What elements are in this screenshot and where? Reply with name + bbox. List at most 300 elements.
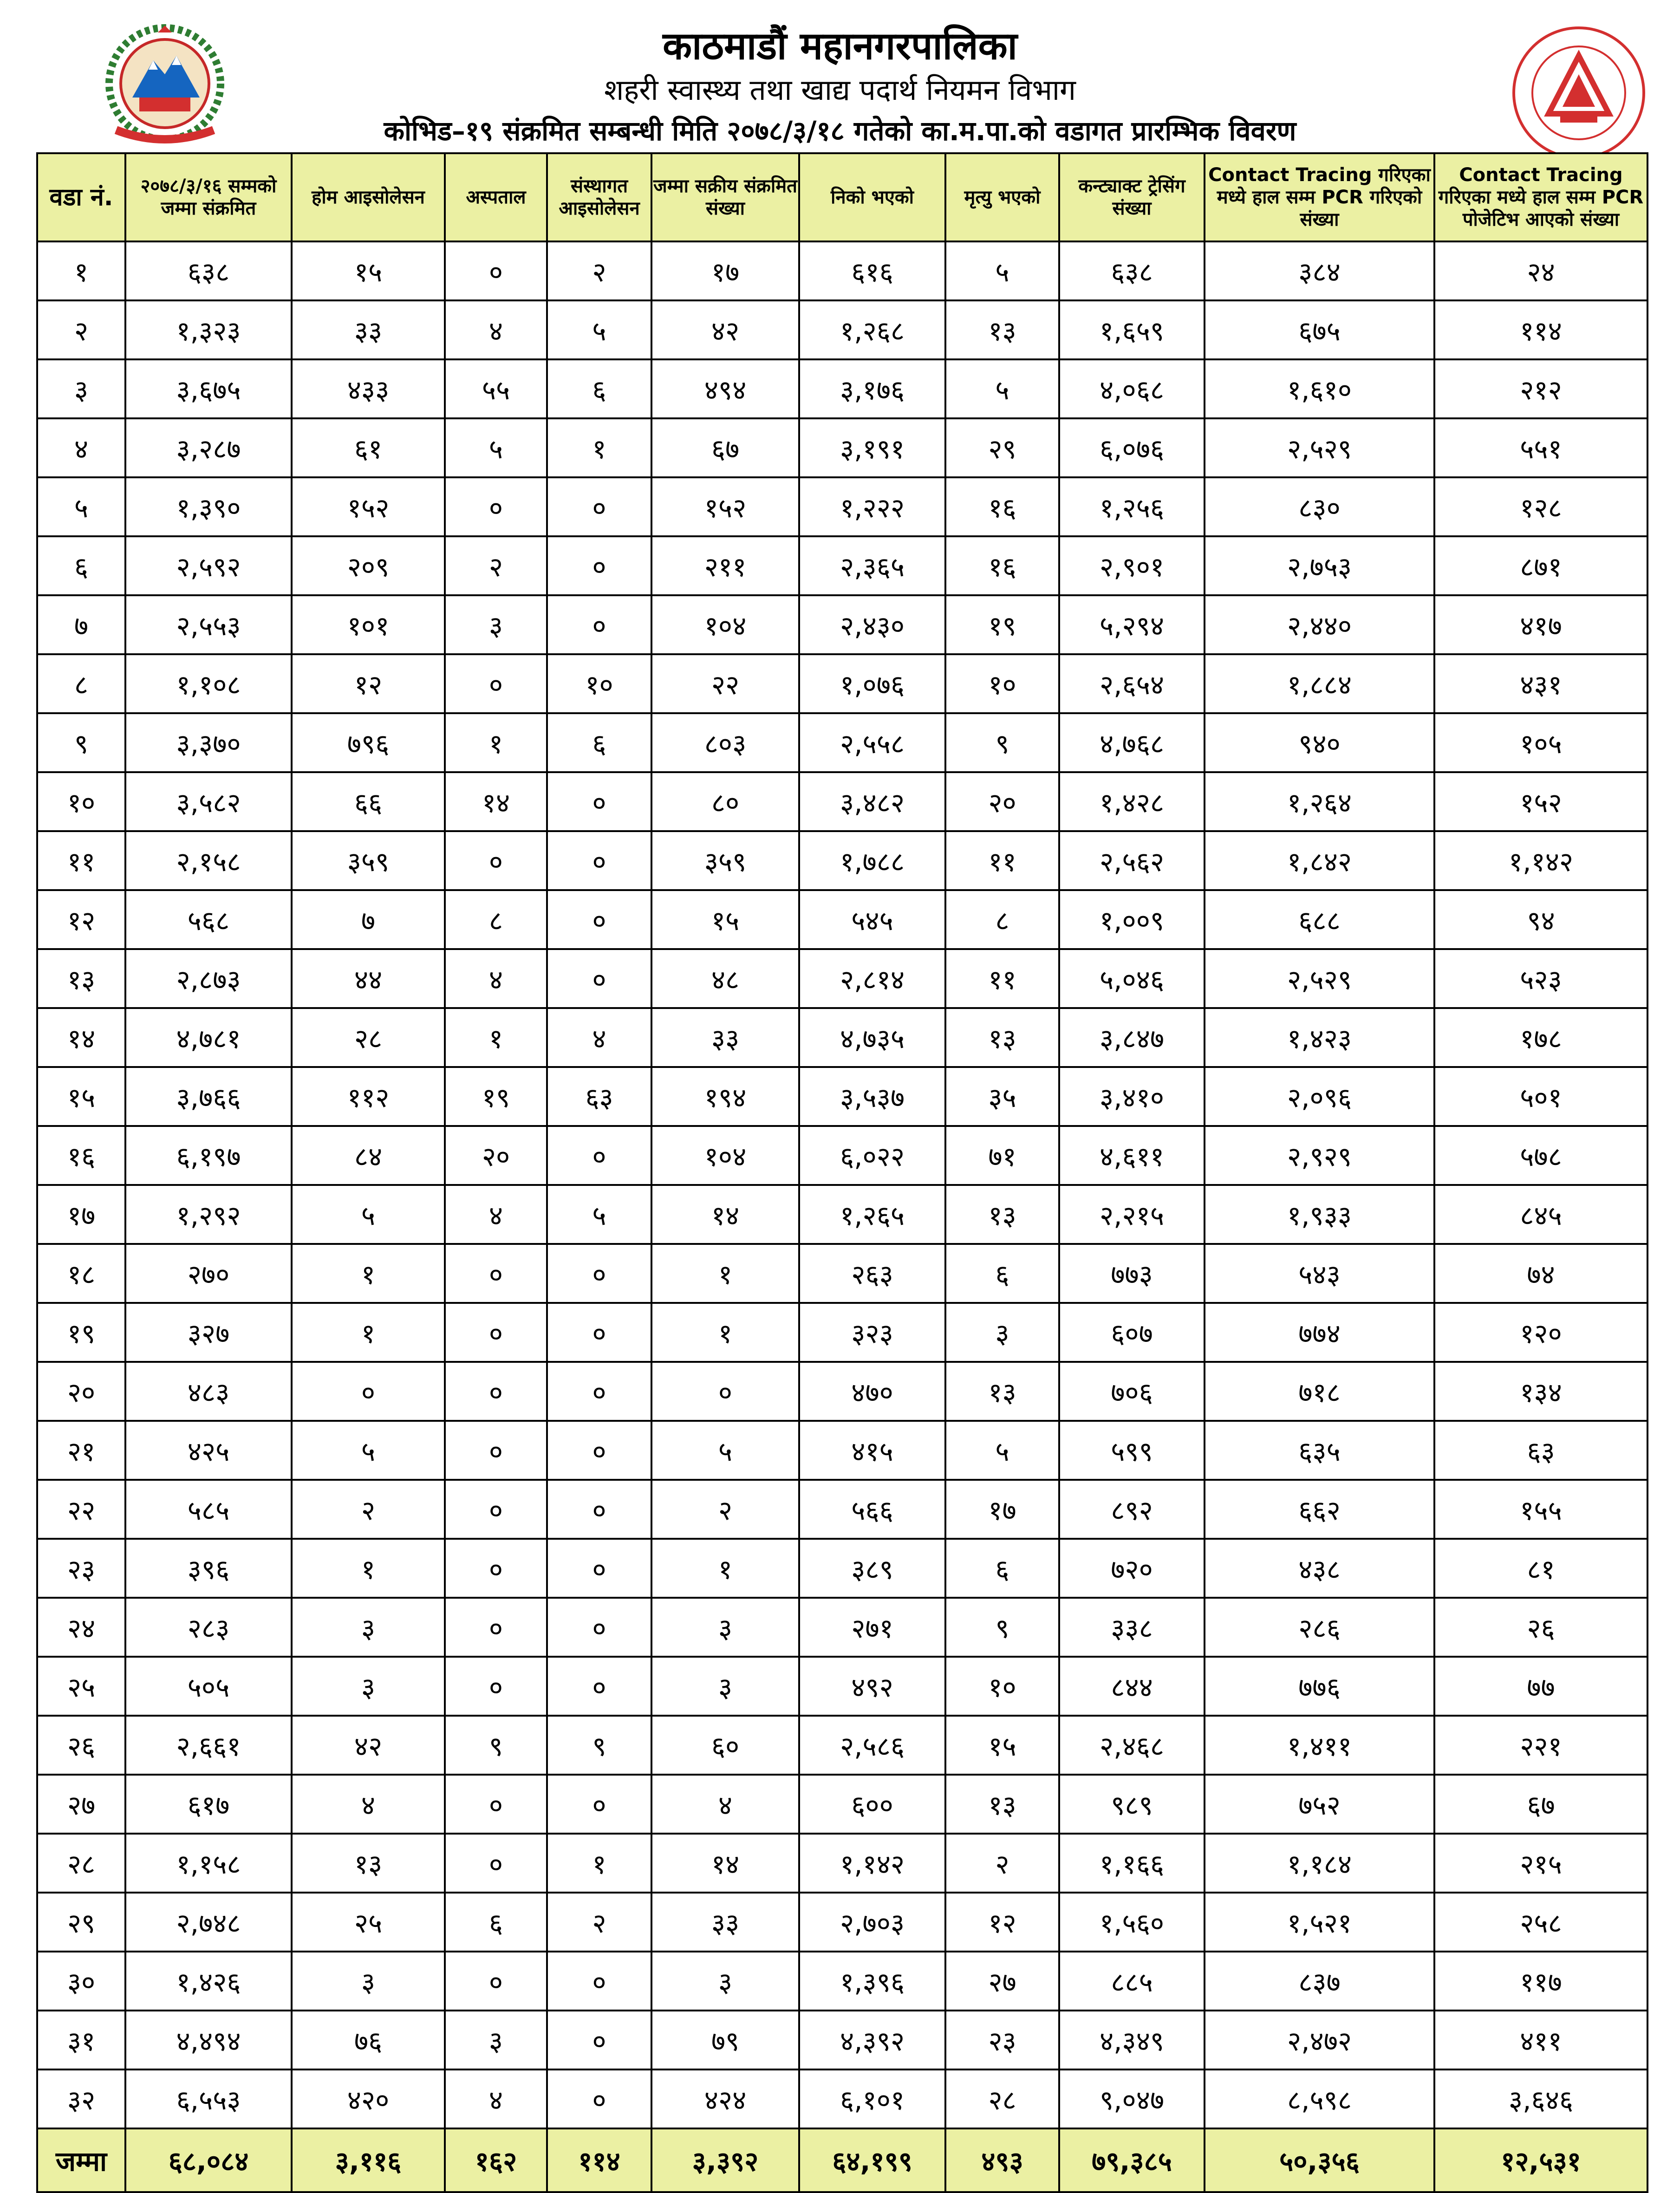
table-cell: १,२६५	[799, 1185, 945, 1244]
table-cell: १७	[37, 1185, 125, 1244]
table-cell: १९४	[651, 1067, 799, 1126]
table-cell: ११२	[292, 1067, 445, 1126]
table-cell: २,४३०	[799, 595, 945, 654]
table-cell: ५९९	[1059, 1421, 1205, 1480]
table-cell: २,४४०	[1205, 595, 1434, 654]
table-row	[37, 418, 1647, 477]
table-cell: ६१६	[799, 241, 945, 300]
table-cell: ५२३	[1434, 949, 1647, 1008]
table-cell: ५	[292, 1421, 445, 1480]
table-cell: ७७६	[1205, 1657, 1434, 1716]
table-cell: ३५९	[292, 831, 445, 890]
table-cell: १,३९०	[125, 477, 292, 536]
table-cell: ७४	[1434, 1244, 1647, 1303]
table-cell: २३	[945, 2011, 1059, 2069]
table-cell: २२	[651, 654, 799, 713]
table-cell: ४११	[1434, 2011, 1647, 2069]
table-cell: ०	[651, 1362, 799, 1421]
total-cell: ४९३	[945, 2128, 1059, 2192]
table-cell: ७९६	[292, 713, 445, 772]
table-cell: १८	[37, 1244, 125, 1303]
table-cell: १,५२१	[1205, 1893, 1434, 1952]
col-home-isolation: होम आइसोलेसन	[292, 153, 445, 241]
table-cell: १२	[292, 654, 445, 713]
table-cell: १५	[292, 241, 445, 300]
table-cell: २,४६८	[1059, 1716, 1205, 1775]
table-cell: १५२	[651, 477, 799, 536]
table-cell: २,९२९	[1205, 1126, 1434, 1185]
table-row	[37, 477, 1647, 536]
table-cell: १,१०८	[125, 654, 292, 713]
table-cell: २,८१४	[799, 949, 945, 1008]
table-cell: ७५२	[1205, 1775, 1434, 1834]
table-cell: १,४२८	[1059, 772, 1205, 831]
table-cell: १९	[37, 1303, 125, 1362]
table-cell: १,२५६	[1059, 477, 1205, 536]
table-cell: ०	[445, 1657, 547, 1716]
table-cell: ११४	[1434, 300, 1647, 359]
table-row	[37, 1008, 1647, 1067]
table-cell: ४८	[651, 949, 799, 1008]
table-row	[37, 1480, 1647, 1539]
table-cell: २,७०३	[799, 1893, 945, 1952]
col-pcr-done: Contact Tracing गरिएका मध्ये हाल सम्म PCR गरिएको संख्या	[1205, 153, 1434, 241]
table-cell: ८४५	[1434, 1185, 1647, 1244]
table-row	[37, 713, 1647, 772]
table-cell: ६,०२२	[799, 1126, 945, 1185]
table-cell: १२०	[1434, 1303, 1647, 1362]
table-cell: ५६६	[799, 1480, 945, 1539]
table-cell: ०	[445, 1244, 547, 1303]
table-cell: १४	[37, 1008, 125, 1067]
table-cell: १७	[651, 241, 799, 300]
table-cell: ३	[945, 1303, 1059, 1362]
table-cell: १	[445, 713, 547, 772]
table-cell: २,५८६	[799, 1716, 945, 1775]
table-cell: ०	[445, 1834, 547, 1893]
table-cell: ४२४	[651, 2069, 799, 2128]
table-cell: १	[547, 1834, 651, 1893]
table-row	[37, 949, 1647, 1008]
table-cell: ३३८	[1059, 1598, 1205, 1657]
table-cell: ३	[445, 595, 547, 654]
table-cell: ०	[547, 772, 651, 831]
table-cell: ४,३९२	[799, 2011, 945, 2069]
table-row	[37, 1657, 1647, 1716]
table-cell: ७६	[292, 2011, 445, 2069]
table-cell: ४,०६८	[1059, 359, 1205, 418]
table-cell: १,०७६	[799, 654, 945, 713]
table-cell: १,१६६	[1059, 1834, 1205, 1893]
table-cell: २०	[37, 1362, 125, 1421]
table-cell: १३	[945, 1362, 1059, 1421]
table-cell: २७०	[125, 1244, 292, 1303]
table-header-row	[37, 153, 1647, 241]
table-cell: १,४११	[1205, 1716, 1434, 1775]
table-cell: ३,१९१	[799, 418, 945, 477]
table-cell: ८७१	[1434, 536, 1647, 595]
table-row	[37, 772, 1647, 831]
table-cell: ८०	[651, 772, 799, 831]
table-cell: २	[945, 1834, 1059, 1893]
table-cell: ७२०	[1059, 1539, 1205, 1598]
table-cell: २४	[1434, 241, 1647, 300]
table-row	[37, 359, 1647, 418]
table-cell: ८८५	[1059, 1952, 1205, 2011]
table-cell: १०	[37, 772, 125, 831]
table-cell: २६	[1434, 1598, 1647, 1657]
table-cell: ०	[445, 1952, 547, 2011]
table-cell: ४९२	[799, 1657, 945, 1716]
table-cell: २	[292, 1480, 445, 1539]
table-cell: ६७	[1434, 1775, 1647, 1834]
table-row	[37, 890, 1647, 949]
table-cell: ५	[445, 418, 547, 477]
table-cell: ६३	[547, 1067, 651, 1126]
table-cell: ५४५	[799, 890, 945, 949]
table-cell: ३,६७५	[125, 359, 292, 418]
total-cell: ६४,१९९	[799, 2128, 945, 2192]
table-cell: १,९३३	[1205, 1185, 1434, 1244]
table-cell: २२१	[1434, 1716, 1647, 1775]
table-cell: ४२०	[292, 2069, 445, 2128]
table-cell: ६६	[292, 772, 445, 831]
table-cell: ३३	[292, 300, 445, 359]
table-row	[37, 1952, 1647, 2011]
table-cell: ०	[445, 1362, 547, 1421]
table-cell: ३,४८२	[799, 772, 945, 831]
table-row	[37, 1775, 1647, 1834]
table-cell: ४	[37, 418, 125, 477]
table-cell: १७	[945, 1480, 1059, 1539]
table-cell: ४२५	[125, 1421, 292, 1480]
table-cell: ६३८	[125, 241, 292, 300]
table-cell: २१२	[1434, 359, 1647, 418]
table-cell: १३	[945, 300, 1059, 359]
table-row	[37, 1716, 1647, 1775]
table-cell: २८	[292, 1008, 445, 1067]
table-cell: २,६५४	[1059, 654, 1205, 713]
table-cell: १०	[945, 654, 1059, 713]
table-cell: ०	[445, 1775, 547, 1834]
table-row	[37, 1185, 1647, 1244]
table-cell: ६,०७६	[1059, 418, 1205, 477]
table-row	[37, 1126, 1647, 1185]
table-cell: १९	[445, 1067, 547, 1126]
table-cell: ०	[445, 1598, 547, 1657]
table-cell: १	[547, 418, 651, 477]
table-cell: ४२	[651, 300, 799, 359]
table-cell: ४,७६८	[1059, 713, 1205, 772]
table-cell: ३,७६६	[125, 1067, 292, 1126]
table-cell: ४	[445, 1185, 547, 1244]
table-cell: ३५९	[651, 831, 799, 890]
table-cell: ३	[651, 1657, 799, 1716]
table-cell: ८	[945, 890, 1059, 949]
table-cell: ६	[945, 1539, 1059, 1598]
table-cell: १	[292, 1244, 445, 1303]
table-cell: २०	[445, 1126, 547, 1185]
table-cell: ४३३	[292, 359, 445, 418]
table-cell: ५५१	[1434, 418, 1647, 477]
table-cell: ४,६११	[1059, 1126, 1205, 1185]
table-cell: ११	[37, 831, 125, 890]
table-cell: १,१८४	[1205, 1834, 1434, 1893]
table-cell: २६	[37, 1716, 125, 1775]
table-cell: ११७	[1434, 1952, 1647, 2011]
table-cell: १०४	[651, 595, 799, 654]
table-cell: २	[651, 1480, 799, 1539]
table-row	[37, 241, 1647, 300]
table-cell: २,६६१	[125, 1716, 292, 1775]
table-cell: ४	[292, 1775, 445, 1834]
table-cell: १६	[945, 477, 1059, 536]
table-cell: ८३७	[1205, 1952, 1434, 2011]
table-cell: १,७८८	[799, 831, 945, 890]
table-cell: ३,३७०	[125, 713, 292, 772]
table-row	[37, 831, 1647, 890]
table-cell: १,१४२	[799, 1834, 945, 1893]
table-cell: ०	[547, 1952, 651, 2011]
table-cell: ७७	[1434, 1657, 1647, 1716]
table-cell: १,२२२	[799, 477, 945, 536]
table-cell: १,८४२	[1205, 831, 1434, 890]
table-cell: ९८९	[1059, 1775, 1205, 1834]
table-cell: २,८७३	[125, 949, 292, 1008]
table-cell: २	[445, 536, 547, 595]
table-cell: ४१५	[799, 1421, 945, 1480]
table-cell: ३,४१०	[1059, 1067, 1205, 1126]
table-cell: २	[547, 1893, 651, 1952]
table-cell: १०	[945, 1657, 1059, 1716]
table-cell: २७१	[799, 1598, 945, 1657]
table-cell: ७०६	[1059, 1362, 1205, 1421]
table-cell: ३,८४७	[1059, 1008, 1205, 1067]
table-cell: ०	[547, 1598, 651, 1657]
table-cell: २५	[37, 1657, 125, 1716]
table-cell: १२	[37, 890, 125, 949]
table-cell: २,७५३	[1205, 536, 1434, 595]
table-row	[37, 536, 1647, 595]
table-cell: १७८	[1434, 1008, 1647, 1067]
col-hospital: अस्पताल	[445, 153, 547, 241]
table-cell: ०	[547, 595, 651, 654]
table-cell: १,२९२	[125, 1185, 292, 1244]
table-cell: १,४२६	[125, 1952, 292, 2011]
table-cell: ३	[292, 1952, 445, 2011]
table-cell: १५२	[1434, 772, 1647, 831]
table-cell: १५	[945, 1716, 1059, 1775]
table-cell: २१	[37, 1421, 125, 1480]
table-cell: ३	[445, 2011, 547, 2069]
table-cell: १२	[945, 1893, 1059, 1952]
table-row	[37, 1834, 1647, 1893]
table-cell: २,०९६	[1205, 1067, 1434, 1126]
table-cell: ७७३	[1059, 1244, 1205, 1303]
table-cell: ४३८	[1205, 1539, 1434, 1598]
table-cell: ०	[445, 477, 547, 536]
table-cell: ४	[445, 2069, 547, 2128]
total-cell: ५०,३५६	[1205, 2128, 1434, 2192]
total-cell: ६८,०८४	[125, 2128, 292, 2192]
table-cell: ११	[945, 831, 1059, 890]
table-cell: १	[292, 1539, 445, 1598]
table-cell: ६१७	[125, 1775, 292, 1834]
table-cell: ८४४	[1059, 1657, 1205, 1716]
table-cell: ४२	[292, 1716, 445, 1775]
table-cell: ५,२९४	[1059, 595, 1205, 654]
table-cell: ०	[547, 1657, 651, 1716]
table-cell: १	[651, 1244, 799, 1303]
table-cell: ९	[547, 1716, 651, 1775]
table-cell: १,१४२	[1434, 831, 1647, 890]
total-cell: ३,११६	[292, 2128, 445, 2192]
table-cell: २८	[945, 2069, 1059, 2128]
table-cell: १५५	[1434, 1480, 1647, 1539]
table-cell: ३	[651, 1598, 799, 1657]
table-cell: ४९४	[651, 359, 799, 418]
table-cell: १०१	[292, 595, 445, 654]
table-cell: ५	[945, 1421, 1059, 1480]
table-cell: १,६५९	[1059, 300, 1205, 359]
table-row	[37, 300, 1647, 359]
table-row	[37, 654, 1647, 713]
table-cell: १५	[651, 890, 799, 949]
table-cell: ६३८	[1059, 241, 1205, 300]
table-cell: ५	[945, 241, 1059, 300]
table-cell: १३	[37, 949, 125, 1008]
table-cell: ८,५९८	[1205, 2069, 1434, 2128]
table-cell: ६६२	[1205, 1480, 1434, 1539]
table-cell: ३,५८२	[125, 772, 292, 831]
table-cell: ४,७८१	[125, 1008, 292, 1067]
table-cell: ९	[445, 1716, 547, 1775]
table-cell: २,५५३	[125, 595, 292, 654]
table-cell: २८३	[125, 1598, 292, 1657]
table-cell: ४	[445, 300, 547, 359]
table-cell: ७१८	[1205, 1362, 1434, 1421]
table-cell: ६	[445, 1893, 547, 1952]
table-row	[37, 2069, 1647, 2128]
table-cell: २३	[37, 1539, 125, 1598]
table-cell: ६००	[799, 1775, 945, 1834]
table-cell: २५८	[1434, 1893, 1647, 1952]
table-cell: ११	[945, 949, 1059, 1008]
table-cell: २७	[37, 1775, 125, 1834]
table-cell: ६३५	[1205, 1421, 1434, 1480]
table-cell: ५८५	[125, 1480, 292, 1539]
table-cell: ०	[547, 1126, 651, 1185]
table-cell: ४३१	[1434, 654, 1647, 713]
table-cell: १२८	[1434, 477, 1647, 536]
table-cell: ३३	[651, 1008, 799, 1067]
table-cell: ८०३	[651, 713, 799, 772]
table-cell: ८३०	[1205, 477, 1434, 536]
table-cell: ८४	[292, 1126, 445, 1185]
table-cell: ५	[945, 359, 1059, 418]
table-cell: ९	[945, 1598, 1059, 1657]
table-cell: १,४२३	[1205, 1008, 1434, 1067]
table-cell: ५०१	[1434, 1067, 1647, 1126]
table-cell: ७	[37, 595, 125, 654]
table-cell: ६०	[651, 1716, 799, 1775]
table-cell: ४७०	[799, 1362, 945, 1421]
table-cell: १६	[37, 1126, 125, 1185]
table-cell: ०	[547, 949, 651, 1008]
table-cell: ६	[547, 713, 651, 772]
table-cell: ०	[445, 1421, 547, 1480]
table-cell: ०	[547, 1303, 651, 1362]
table-cell: ४८३	[125, 1362, 292, 1421]
table-cell: ३२	[37, 2069, 125, 2128]
table-cell: ४४	[292, 949, 445, 1008]
table-cell: १,६१०	[1205, 359, 1434, 418]
table-cell: ६	[37, 536, 125, 595]
table-row	[37, 1421, 1647, 1480]
table-cell: ०	[547, 1480, 651, 1539]
table-cell: ९	[37, 713, 125, 772]
table-cell: ३	[292, 1598, 445, 1657]
table-cell: ३१	[37, 2011, 125, 2069]
table-cell: १३	[945, 1775, 1059, 1834]
table-cell: ६,१०१	[799, 2069, 945, 2128]
ward-covid-table	[36, 152, 1648, 2193]
table-cell: ०	[547, 1362, 651, 1421]
table-cell: १,१५८	[125, 1834, 292, 1893]
table-cell: १४	[445, 772, 547, 831]
table-cell: ०	[445, 1539, 547, 1598]
total-cell: ७९,३८५	[1059, 2128, 1205, 2192]
table-cell: २,२१५	[1059, 1185, 1205, 1244]
table-cell: २१५	[1434, 1834, 1647, 1893]
table-cell: ०	[292, 1362, 445, 1421]
table-cell: १	[651, 1539, 799, 1598]
table-cell: ८	[37, 654, 125, 713]
table-cell: १३	[292, 1834, 445, 1893]
total-cell: १२,५३१	[1434, 2128, 1647, 2192]
table-cell: ५०५	[125, 1657, 292, 1716]
table-cell: ७	[292, 890, 445, 949]
table-cell: ४	[445, 949, 547, 1008]
table-cell: ३	[651, 1952, 799, 2011]
table-cell: १,००९	[1059, 890, 1205, 949]
table-cell: १,३९६	[799, 1952, 945, 2011]
total-row	[37, 2128, 1647, 2192]
table-cell: ४,४९४	[125, 2011, 292, 2069]
table-cell: ५	[292, 1185, 445, 1244]
table-cell: ५	[651, 1421, 799, 1480]
col-total-active: जम्मा सक्रीय संक्रमित संख्या	[651, 153, 799, 241]
table-cell: ८१	[1434, 1539, 1647, 1598]
table-cell: ३८९	[799, 1539, 945, 1598]
table-cell: ०	[547, 2069, 651, 2128]
table-cell: १०	[547, 654, 651, 713]
table-cell: ०	[445, 654, 547, 713]
table-cell: ५५	[445, 359, 547, 418]
table-cell: ५	[547, 1185, 651, 1244]
table-cell: ९४०	[1205, 713, 1434, 772]
table-cell: २९	[945, 418, 1059, 477]
table-cell: ३,२८७	[125, 418, 292, 477]
total-cell: ११४	[547, 2128, 651, 2192]
table-cell: २,९०१	[1059, 536, 1205, 595]
table-cell: १,२६४	[1205, 772, 1434, 831]
table-cell: २६३	[799, 1244, 945, 1303]
table-cell: १०४	[651, 1126, 799, 1185]
table-cell: १	[292, 1303, 445, 1362]
table-row	[37, 1362, 1647, 1421]
col-total-infected: २०७८/३/१६ सम्मको जम्मा संक्रमित	[125, 153, 292, 241]
